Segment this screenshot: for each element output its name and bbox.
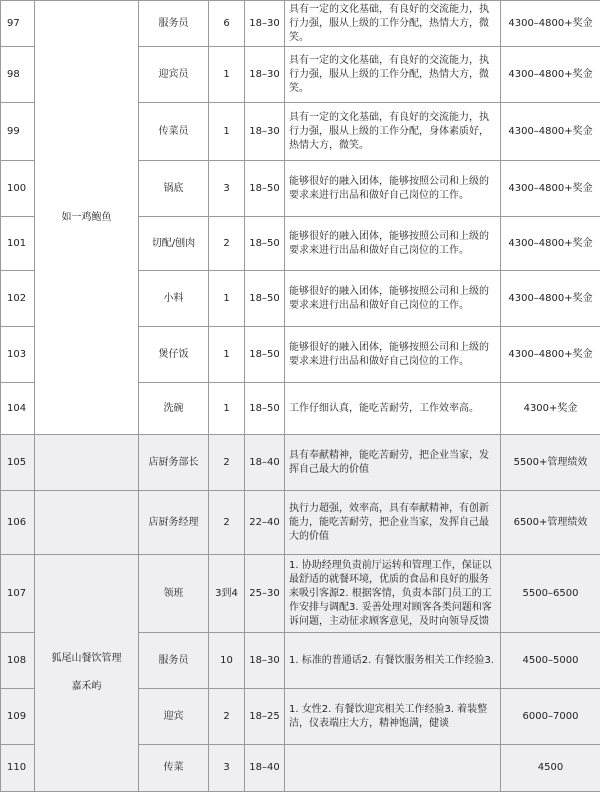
- salary: 4300–4800+奖金: [501, 1, 600, 47]
- requirement: 能够很好的融入团体，能够按照公司和上级的要求来进行出品和做好自己岗位的工作。: [285, 327, 501, 383]
- requirement: [285, 745, 501, 792]
- salary: 4300–4800+奖金: [501, 103, 600, 161]
- salary: 4500: [501, 745, 600, 792]
- position: 小料: [139, 271, 209, 327]
- requirement: 具有奉献精神，能吃苦耐劳，把企业当家，发挥自己最大的价值: [285, 435, 501, 491]
- requirement: 能够很好的融入团体，能够按照公司和上级的要求来进行出品和做好自己岗位的工作。: [285, 217, 501, 271]
- requirement: 能够很好的融入团体，能够按照公司和上级的要求来进行出品和做好自己岗位的工作。: [285, 161, 501, 217]
- requirement: 1. 协助经理负责前厅运转和管理工作，保证以最舒适的就餐环境，优质的食品和良好的服务来吸引客源2. 根据客情，负责本部门员工的工作安排与调配3. 妥善处理对顾客各类问题和客诉问题，主动征求顾客意见，及时向领导反馈: [285, 555, 501, 633]
- age-range: 18–30: [245, 633, 285, 689]
- company-name-line1: 狐尾山餐饮管理: [39, 652, 134, 666]
- position: 服务员: [139, 1, 209, 47]
- position: 锅底: [139, 161, 209, 217]
- age-range: 18–40: [245, 435, 285, 491]
- company-name: [35, 555, 139, 792]
- headcount: 3到4: [209, 555, 245, 633]
- row-number: 105: [1, 435, 35, 491]
- age-range: 18–25: [245, 689, 285, 745]
- position: 服务员: [139, 633, 209, 689]
- position: 煲仔饭: [139, 327, 209, 383]
- position: 传菜: [139, 745, 209, 792]
- headcount: 2: [209, 217, 245, 271]
- headcount: 2: [209, 491, 245, 555]
- age-range: 18–50: [245, 383, 285, 435]
- row-number: 107: [1, 555, 35, 633]
- headcount: 1: [209, 271, 245, 327]
- position: 切配/刨肉: [139, 217, 209, 271]
- row-number: 101: [1, 217, 35, 271]
- requirement: 1. 标准的普通话2. 有餐饮服务相关工作经验3.: [285, 633, 501, 689]
- salary: 5500–6500: [501, 555, 600, 633]
- position: 领班: [139, 555, 209, 633]
- requirement: 能够很好的融入团体，能够按照公司和上级的要求来进行出品和做好自己岗位的工作。: [285, 271, 501, 327]
- salary: 4300–4800+奖金: [501, 271, 600, 327]
- company-cell-empty: [35, 491, 139, 555]
- salary: 6000–7000: [501, 689, 600, 745]
- company-name-line2: 嘉禾屿: [39, 680, 134, 694]
- headcount: 1: [209, 327, 245, 383]
- row-number: 100: [1, 161, 35, 217]
- row-number: 110: [1, 745, 35, 792]
- headcount: 2: [209, 689, 245, 745]
- age-range: 18–30: [245, 1, 285, 47]
- table-row: [1, 555, 600, 633]
- headcount: 2: [209, 435, 245, 491]
- position: 洗碗: [139, 383, 209, 435]
- salary: 4300–4800+奖金: [501, 161, 600, 217]
- row-number: 108: [1, 633, 35, 689]
- table-row: [1, 1, 600, 47]
- position: 迎宾员: [139, 47, 209, 103]
- age-range: 25–30: [245, 555, 285, 633]
- headcount: 1: [209, 47, 245, 103]
- age-range: 18–50: [245, 161, 285, 217]
- age-range: 22–40: [245, 491, 285, 555]
- row-number: 104: [1, 383, 35, 435]
- headcount: 10: [209, 633, 245, 689]
- age-range: 18–40: [245, 745, 285, 792]
- row-number: 99: [1, 103, 35, 161]
- position: 店厨务部长: [139, 435, 209, 491]
- company-cell-empty: [35, 435, 139, 491]
- age-range: 18–30: [245, 103, 285, 161]
- salary: 4300+奖金: [501, 383, 600, 435]
- salary: 4300–4800+奖金: [501, 47, 600, 103]
- salary: 6500+管理绩效: [501, 491, 600, 555]
- salary: 4300–4800+奖金: [501, 327, 600, 383]
- requirement: 1. 女性2. 有餐饮迎宾相关工作经验3. 着装整洁，仪表端庄大方，精神饱满，健谈: [285, 689, 501, 745]
- row-number: 109: [1, 689, 35, 745]
- table-row: [1, 435, 600, 491]
- age-range: 18–50: [245, 327, 285, 383]
- row-number: 98: [1, 47, 35, 103]
- age-range: 18–50: [245, 271, 285, 327]
- salary: 4300–4800+奖金: [501, 217, 600, 271]
- headcount: 3: [209, 745, 245, 792]
- salary: 5500+管理绩效: [501, 435, 600, 491]
- headcount: 3: [209, 161, 245, 217]
- row-number: 106: [1, 491, 35, 555]
- position: 传菜员: [139, 103, 209, 161]
- headcount: 6: [209, 1, 245, 47]
- row-number: 97: [1, 1, 35, 47]
- headcount: 1: [209, 383, 245, 435]
- requirement: 具有一定的文化基础，有良好的交流能力，执行力强，服从上级的工作分配，热情大方，微笑。: [285, 47, 501, 103]
- age-range: 18–50: [245, 217, 285, 271]
- requirement: 执行力超强，效率高，具有奉献精神，有创新能力，能吃苦耐劳，把企业当家，发挥自己最大的价值: [285, 491, 501, 555]
- headcount: 1: [209, 103, 245, 161]
- table-row: [1, 491, 600, 555]
- position: 迎宾: [139, 689, 209, 745]
- requirement: 具有一定的文化基础，有良好的交流能力，执行力强，服从上级的工作分配，身体素质好，热情大方，微笑。: [285, 103, 501, 161]
- salary: 4500–5000: [501, 633, 600, 689]
- row-number: 103: [1, 327, 35, 383]
- row-number: 102: [1, 271, 35, 327]
- requirement: 具有一定的文化基础，有良好的交流能力，执行力强，服从上级的工作分配，热情大方，微笑。: [285, 1, 501, 47]
- position: 店厨务经理: [139, 491, 209, 555]
- company-name: 如一鸡鲍鱼: [35, 1, 139, 435]
- requirement: 工作仔细认真，能吃苦耐劳，工作效率高。: [285, 383, 501, 435]
- age-range: 18–30: [245, 47, 285, 103]
